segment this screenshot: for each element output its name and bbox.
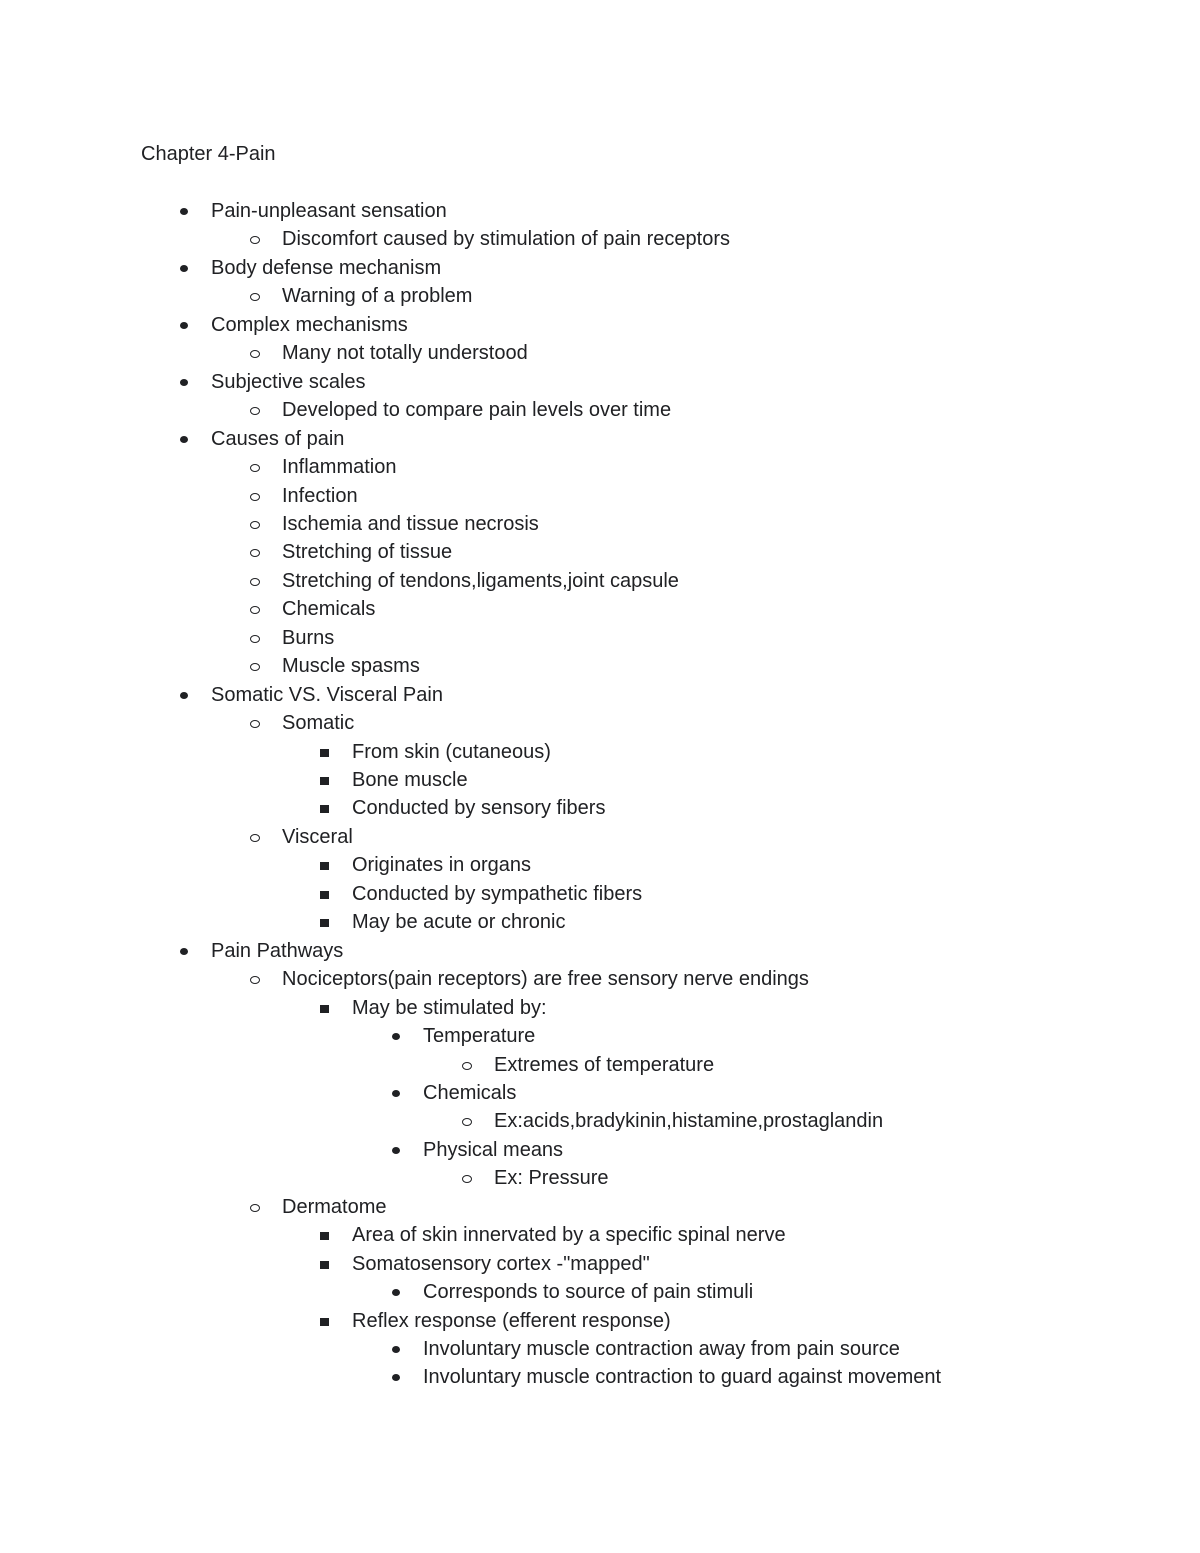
circle-bullet-icon — [247, 624, 267, 652]
circle-bullet-icon — [247, 709, 267, 737]
list-item-text: Involuntary muscle contraction to guard against movement — [423, 1366, 942, 1389]
list-item-text: Somatic — [282, 712, 355, 735]
square-bullet-icon — [317, 908, 337, 936]
square-bullet-icon — [317, 851, 337, 879]
list-item-text: Dermatome — [282, 1195, 387, 1218]
dot-bullet-icon — [175, 937, 195, 965]
circle-bullet-icon — [247, 482, 267, 510]
square-bullet-icon — [317, 994, 337, 1022]
dot-bullet-icon — [175, 254, 195, 282]
list-item-text: Physical means — [423, 1138, 564, 1161]
list-item-text: Stretching of tissue — [282, 541, 453, 564]
list-item-text: Pain-unpleasant sensation — [211, 200, 447, 222]
square-bullet-icon — [317, 1221, 337, 1249]
dot-bullet-icon — [387, 1136, 407, 1164]
circle-bullet-icon — [247, 1193, 267, 1221]
list-item-text: Chemicals — [282, 598, 376, 621]
list-item-text: Ex:acids,bradykinin,histamine,prostaglandin — [494, 1110, 884, 1133]
dot-bullet-icon — [387, 1335, 407, 1363]
list-item-text: Conducted by sympathetic fibers — [352, 882, 643, 905]
list-item-text: Inflammation — [282, 456, 397, 479]
list-item-text: Pain Pathways — [211, 939, 344, 962]
dot-bullet-icon — [387, 1363, 407, 1391]
list-item-text: Muscle spasms — [282, 655, 420, 678]
circle-bullet-icon — [247, 965, 267, 993]
dot-bullet-icon — [175, 681, 195, 709]
square-bullet-icon — [317, 1250, 337, 1278]
square-bullet-icon — [317, 794, 337, 822]
circle-bullet-icon — [459, 1051, 479, 1079]
circle-bullet-icon — [247, 567, 267, 595]
circle-bullet-icon — [459, 1107, 479, 1135]
circle-bullet-icon — [459, 1164, 479, 1192]
list-item-text: Conducted by sensory fibers — [352, 797, 606, 820]
list-item-text: Extremes of temperature — [494, 1053, 715, 1076]
list-item-text: May be stimulated by: — [352, 996, 547, 1019]
square-bullet-icon — [317, 1307, 337, 1335]
list-item-text: Warning of a problem — [282, 285, 473, 308]
square-bullet-icon — [317, 738, 337, 766]
list-item-text: Somatic VS. Visceral Pain — [211, 683, 443, 706]
list-item-text: Stretching of tendons,ligaments,joint capsule — [282, 569, 679, 592]
list-item-text: Involuntary muscle contraction away from pain source — [423, 1338, 900, 1360]
dot-bullet-icon — [175, 425, 195, 453]
dot-bullet-icon — [175, 197, 195, 225]
list-item-text: From skin (cutaneous) — [352, 740, 551, 763]
list-item-text: Developed to compare pain levels over time — [282, 399, 672, 422]
list-item-text: Causes of pain — [211, 427, 345, 450]
list-item-text: Ex: Pressure — [494, 1167, 609, 1190]
dot-bullet-icon — [175, 368, 195, 396]
list-item-text: Ischemia and tissue necrosis — [282, 512, 539, 535]
circle-bullet-icon — [247, 396, 267, 424]
circle-bullet-icon — [247, 595, 267, 623]
list-item-text: Subjective scales — [211, 370, 366, 393]
list-item-text: Visceral — [282, 825, 353, 848]
list-item-text: Originates in organs — [352, 854, 531, 877]
document-title: Chapter 4-Pain — [141, 143, 276, 165]
dot-bullet-icon — [387, 1278, 407, 1306]
list-item-text: Area of skin innervated by a specific spinal nerve — [352, 1224, 786, 1247]
list-item-text: Bone muscle — [352, 769, 468, 791]
list-item-text: Temperature — [423, 1025, 536, 1048]
circle-bullet-icon — [247, 453, 267, 481]
list-item-text: Body defense mechanism — [211, 256, 442, 279]
circle-bullet-icon — [247, 510, 267, 538]
dot-bullet-icon — [175, 311, 195, 339]
list-item-text: Discomfort caused by stimulation of pain receptors — [282, 228, 730, 251]
list-item-text: Burns — [282, 626, 335, 649]
list-item-text: May be acute or chronic — [352, 911, 566, 934]
circle-bullet-icon — [247, 823, 267, 851]
list-item-text: Chemicals — [423, 1081, 517, 1104]
circle-bullet-icon — [247, 538, 267, 566]
circle-bullet-icon — [247, 652, 267, 680]
list-item-text: Somatosensory cortex -"mapped" — [352, 1252, 650, 1275]
circle-bullet-icon — [247, 225, 267, 253]
dot-bullet-icon — [387, 1079, 407, 1107]
square-bullet-icon — [317, 766, 337, 794]
list-item-text: Corresponds to source of pain stimuli — [423, 1281, 754, 1304]
circle-bullet-icon — [247, 282, 267, 310]
list-item-text: Complex mechanisms — [211, 313, 408, 336]
list-item-text: Reflex response (efferent response) — [352, 1309, 671, 1332]
dot-bullet-icon — [387, 1022, 407, 1050]
list-item-text: Infection — [282, 484, 358, 507]
circle-bullet-icon — [247, 339, 267, 367]
square-bullet-icon — [317, 880, 337, 908]
list-item-text: Many not totally understood — [282, 342, 528, 365]
list-item-text: Nociceptors(pain receptors) are free sensory nerve endings — [282, 968, 809, 991]
